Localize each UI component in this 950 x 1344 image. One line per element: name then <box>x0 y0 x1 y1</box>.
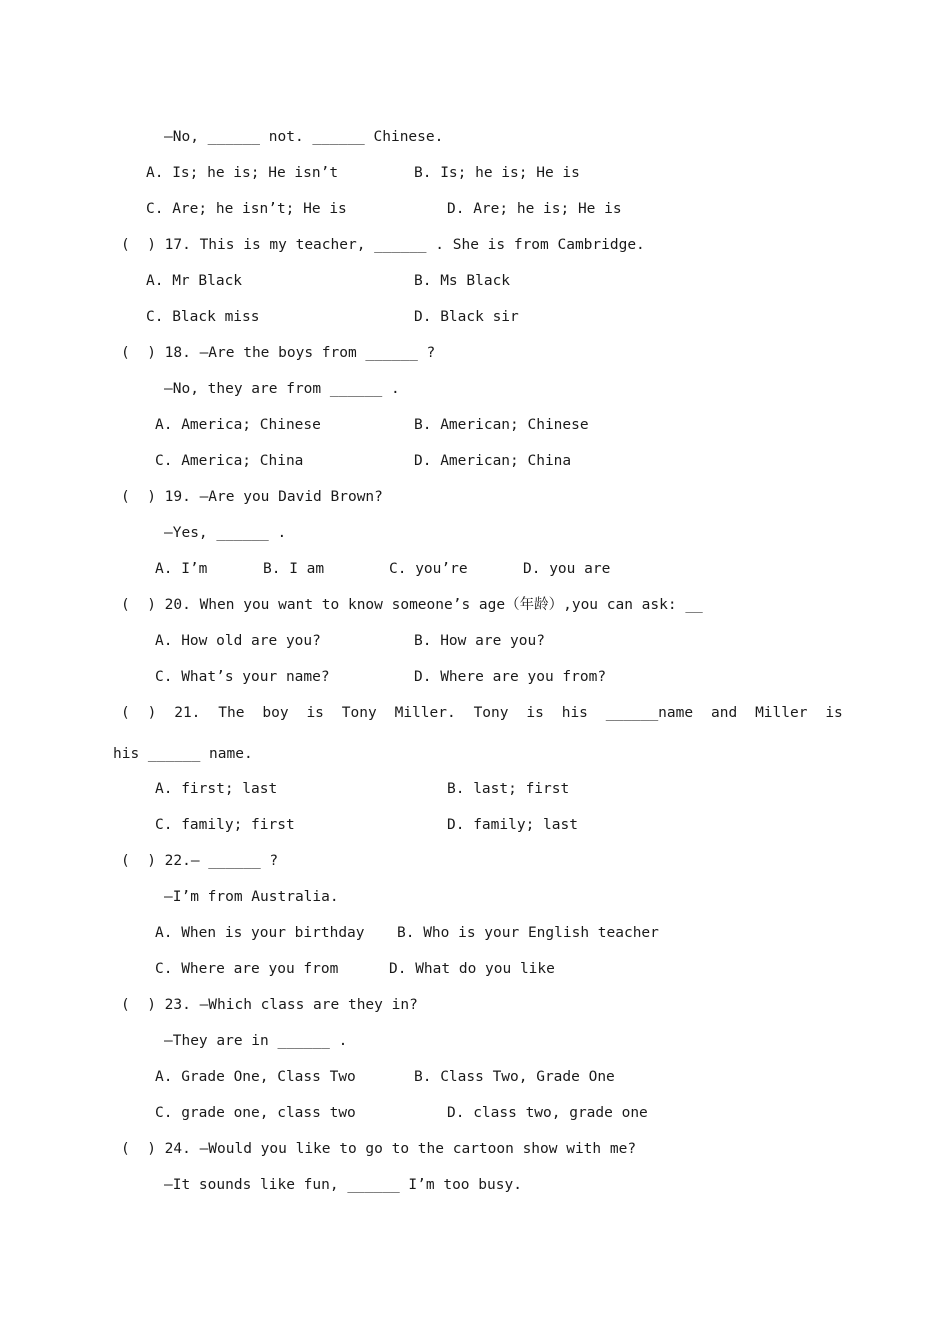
q16-option-d: D. Are; he is; He is <box>447 201 622 217</box>
q16-option-a: A. Is; he is; He isn’t <box>146 165 339 181</box>
q18-stem: ( ) 18. —Are the boys from ______ ? <box>121 345 436 361</box>
q20-option-c: C. What’s your name? <box>155 669 330 685</box>
q22-answer: —I’m from Australia. <box>164 889 339 905</box>
q21-stem-continued: his ______ name. <box>113 746 253 762</box>
q19-option-c: C. you’re <box>389 561 468 577</box>
q21-stem-word: Tony <box>473 705 509 721</box>
q23-stem: ( ) 23. —Which class are they in? <box>121 997 418 1013</box>
q18-option-c: C. America; China <box>155 453 304 469</box>
q23-option-c: C. grade one, class two <box>155 1105 356 1121</box>
q21-stem-word: Miller <box>755 705 808 721</box>
q18-option-b: B. American; Chinese <box>414 417 589 433</box>
q21-stem <box>121 704 843 722</box>
q21-stem-word: Tony <box>341 705 377 721</box>
q21-stem-word: and <box>710 705 738 721</box>
q21-stem-word: boy <box>262 705 289 721</box>
q21-stem-word: his <box>561 705 588 721</box>
q22-option-a: A. When is your birthday <box>155 925 365 941</box>
q22-option-c: C. Where are you from <box>155 961 339 977</box>
q16-option-c: C. Are; he isn’t; He is <box>146 201 347 217</box>
q21-stem-word: Miller. <box>394 705 456 721</box>
q21-stem-word: ______name <box>605 705 694 721</box>
q20-stem: ( ) 20. When you want to know someone’s age（年龄）,you can ask: __ <box>121 597 703 613</box>
q23-option-a: A. Grade One, Class Two <box>155 1069 356 1085</box>
q17-option-b: B. Ms Black <box>414 273 511 289</box>
q17-option-a: A. Mr Black <box>146 273 243 289</box>
q21-stem-word: The <box>218 705 245 721</box>
q22-option-d: D. What do you like <box>389 961 555 977</box>
q16-option-b: B. Is; he is; He is <box>414 165 580 181</box>
q22-option-b: B. Who is your English teacher <box>397 925 659 941</box>
q24-answer: —It sounds like fun, ______ I’m too busy. <box>164 1177 522 1193</box>
q16-answer: —No, ______ not. ______ Chinese. <box>164 129 444 145</box>
q20-option-a: A. How old are you? <box>155 633 321 649</box>
q21-stem-word: ( <box>121 705 130 721</box>
q17-option-c: C. Black miss <box>146 309 260 325</box>
q23-option-d: D. class two, grade one <box>447 1105 648 1121</box>
q21-option-d: D. family; last <box>447 817 578 833</box>
q21-option-b: B. last; first <box>447 781 570 797</box>
q21-stem-word: is <box>306 705 324 721</box>
q17-option-d: D. Black sir <box>414 309 519 325</box>
q23-option-b: B. Class Two, Grade One <box>414 1069 615 1085</box>
q19-stem: ( ) 19. —Are you David Brown? <box>121 489 383 505</box>
q18-answer: —No, they are from ______ . <box>164 381 400 397</box>
q21-option-c: C. family; first <box>155 817 295 833</box>
q20-option-b: B. How are you? <box>414 633 545 649</box>
q19-answer: —Yes, ______ . <box>164 525 287 541</box>
q18-option-a: A. America; Chinese <box>155 417 321 433</box>
q19-option-a: A. I’m <box>155 561 208 577</box>
q19-option-b: B. I am <box>263 561 325 577</box>
q20-option-d: D. Where are you from? <box>414 669 607 685</box>
q24-stem: ( ) 24. —Would you like to go to the cartoon show with me? <box>121 1141 637 1157</box>
q17-stem: ( ) 17. This is my teacher, ______ . She is from Cambridge. <box>121 237 645 253</box>
q21-option-a: A. first; last <box>155 781 278 797</box>
q21-stem-word: is <box>825 705 843 721</box>
q18-option-d: D. American; China <box>414 453 572 469</box>
q21-stem-word: ) <box>147 705 157 721</box>
q21-stem-word: is <box>526 705 544 721</box>
q22-stem: ( ) 22.— ______ ? <box>121 853 279 869</box>
q23-answer: —They are in ______ . <box>164 1033 348 1049</box>
q21-stem-word: 21. <box>174 705 201 721</box>
q19-option-d: D. you are <box>523 561 611 577</box>
